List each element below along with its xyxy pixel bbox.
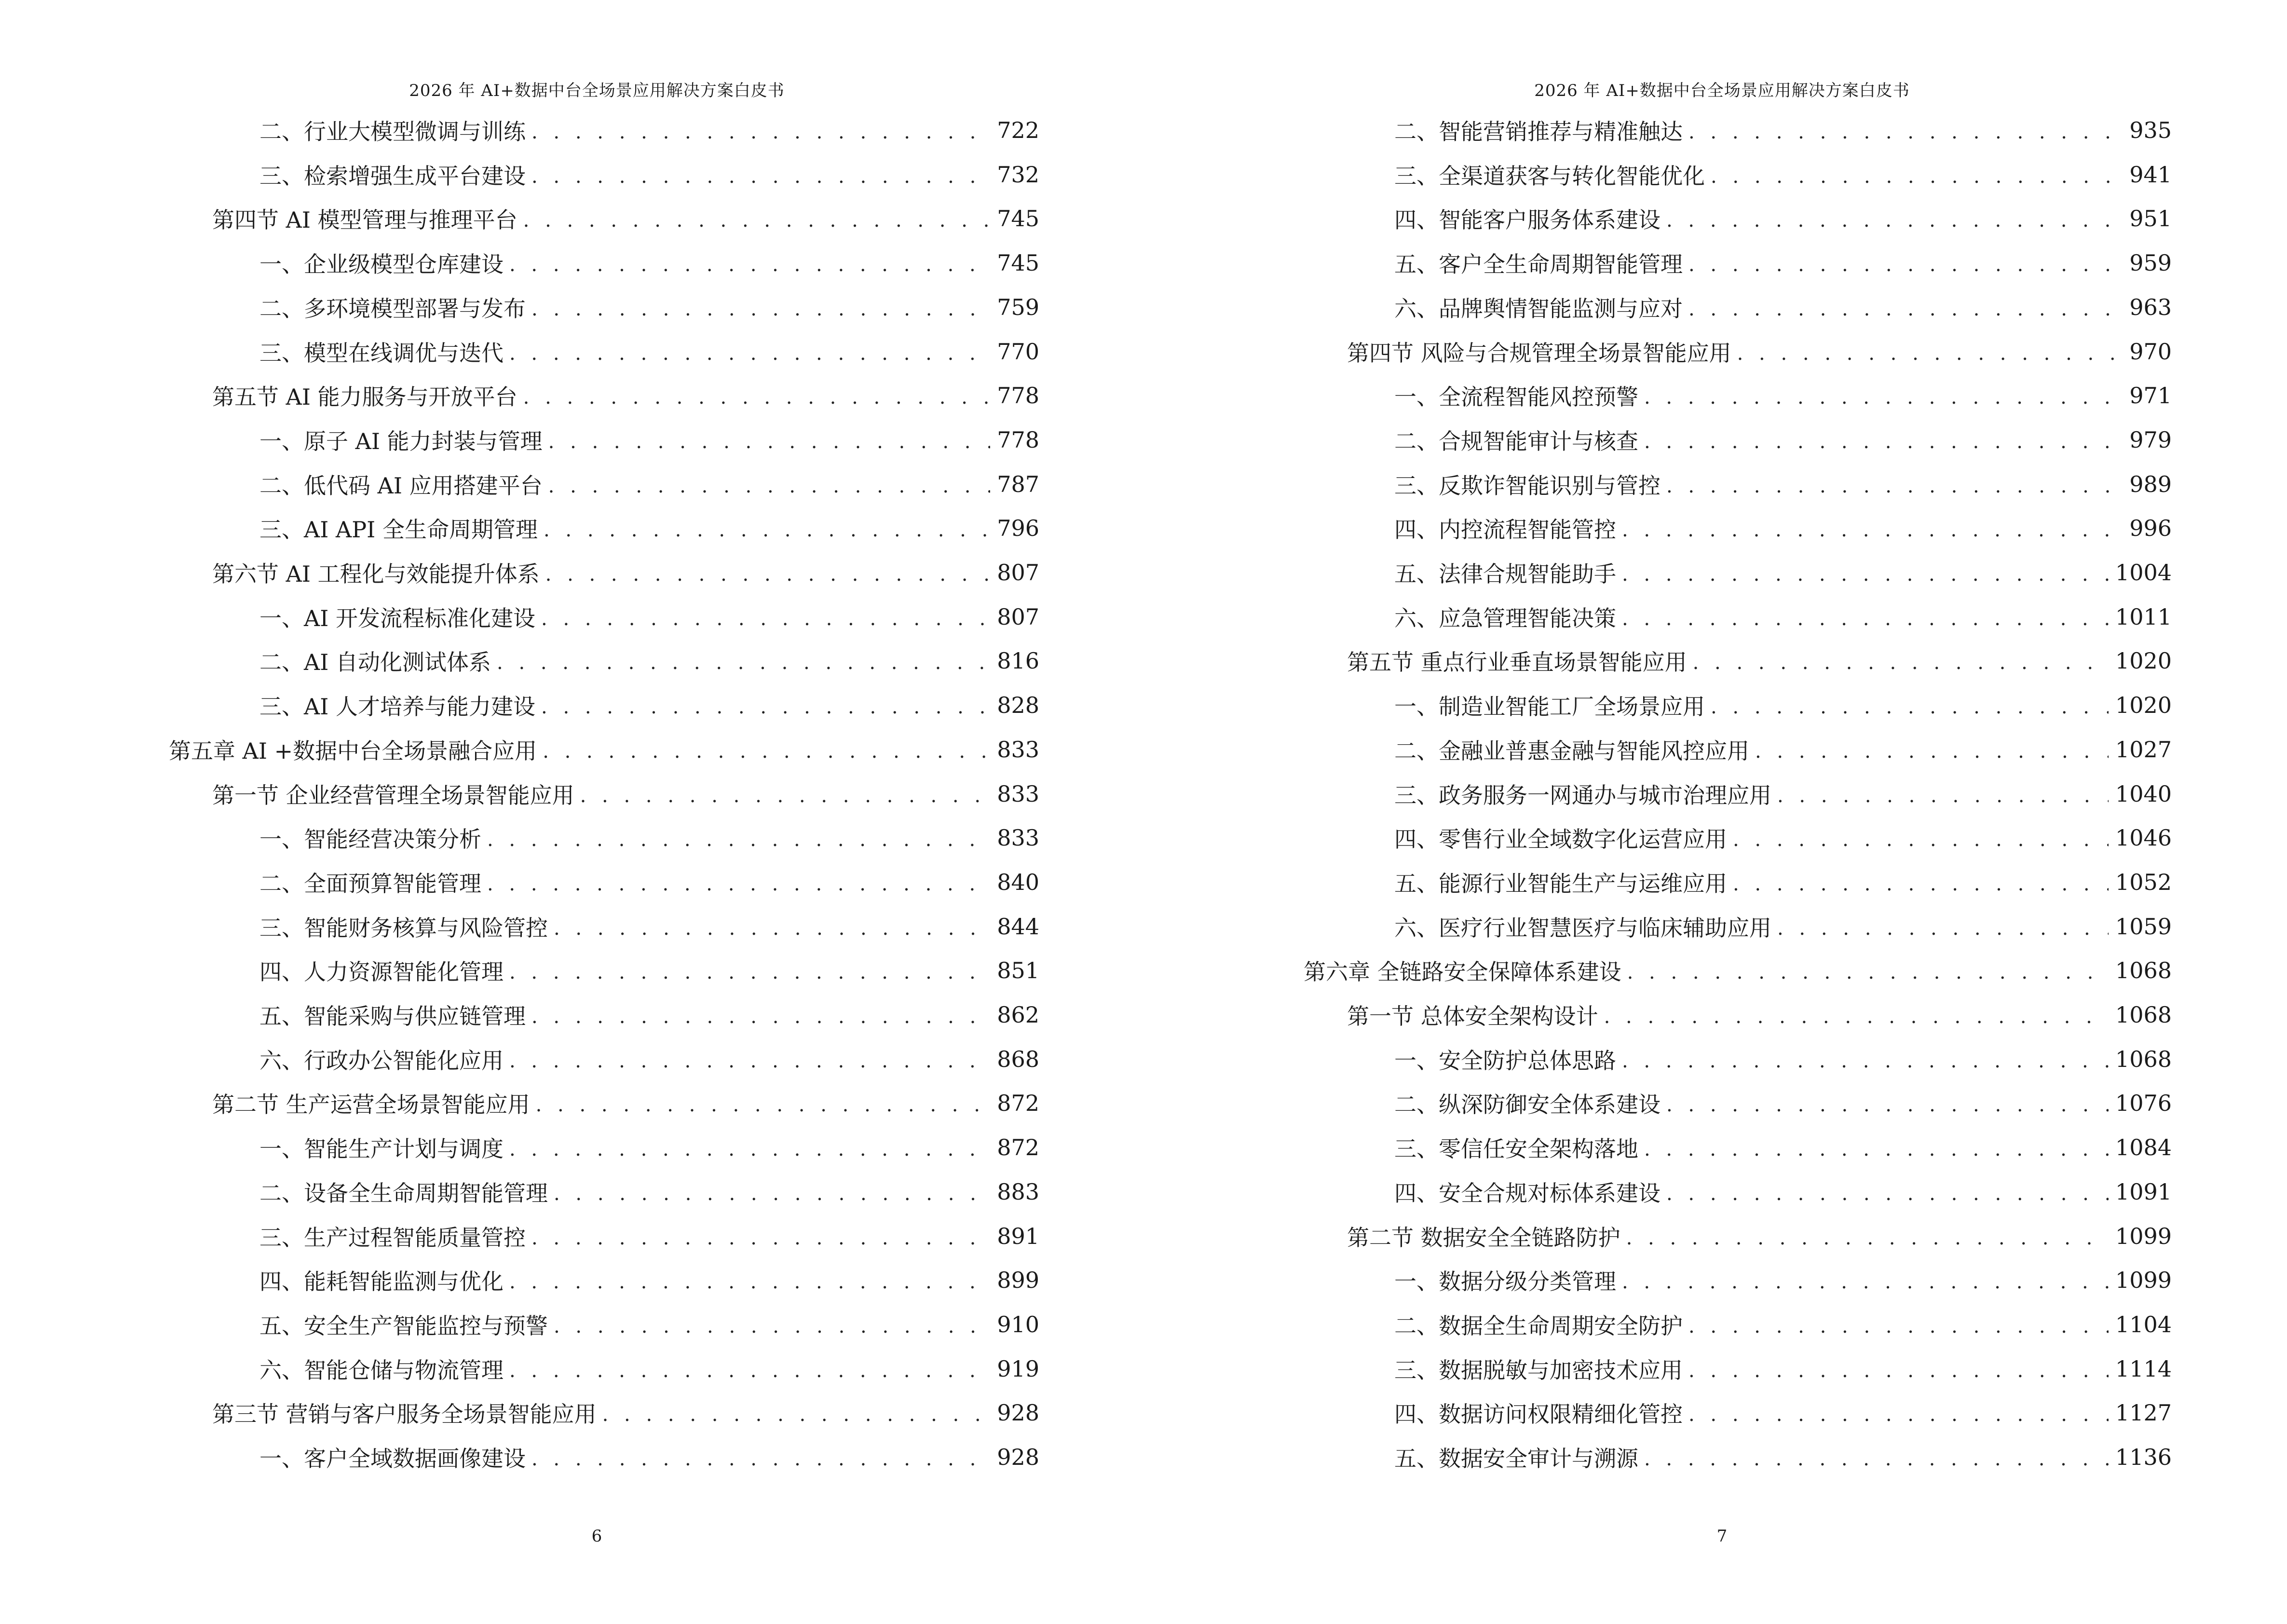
dot-leader (543, 742, 990, 761)
toc-entry-page-number: 807 (997, 560, 1039, 586)
dot-leader (1688, 123, 2123, 142)
toc-entry-title: 第一节 总体安全架构设计 (1347, 1003, 1598, 1029)
toc-entry-item (259, 1130, 1039, 1165)
dot-leader (1688, 1405, 2109, 1424)
toc-entry-page-number: 851 (997, 957, 1039, 984)
toc-entry-title: 一、制造业智能工厂全场景应用 (1394, 694, 1705, 720)
toc-entry-page-number: 910 (997, 1311, 1039, 1337)
toc-entry-chapter (1304, 953, 2172, 988)
toc-entry-section (212, 1395, 1039, 1430)
toc-entry-title: 三、模型在线调优与迭代 (259, 340, 504, 366)
toc-entry-page-number: 1020 (2115, 648, 2172, 674)
dot-leader (1622, 1272, 2109, 1292)
toc-entry-page-number: 872 (997, 1090, 1039, 1117)
toc-entry-title: 五、客户全生命周期智能管理 (1394, 251, 1683, 278)
toc-entry-title: 五、安全生产智能监控与预警 (259, 1312, 548, 1339)
toc-entry-section (212, 555, 1039, 590)
dot-leader (1666, 477, 2123, 496)
toc-entry-item (1394, 467, 2172, 502)
toc-entry-item (1394, 600, 2172, 634)
dot-leader (509, 1361, 990, 1380)
toc-entry-title: 六、行政办公智能化应用 (259, 1047, 504, 1074)
running-header: 2026 年 AI+数据中台全场景应用解决方案白皮书 (1534, 81, 1910, 100)
dot-leader (1627, 963, 2109, 982)
dot-leader (580, 786, 991, 805)
toc-entry-page-number: 1046 (2115, 825, 2172, 851)
toc-entry-item (259, 1307, 1039, 1342)
toc-entry-section (212, 777, 1039, 811)
toc-entry-page-number: 833 (997, 825, 1039, 851)
toc-entry-title: 一、智能生产计划与调度 (259, 1136, 504, 1162)
dot-leader (1737, 344, 2123, 363)
toc-entry-title: 第六章 全链路安全保障体系建设 (1304, 959, 1621, 985)
dot-leader (1622, 1051, 2109, 1071)
toc-entry-item (1394, 1440, 2172, 1474)
toc-entry-title: 第一节 企业经营管理全场景智能应用 (212, 782, 574, 808)
dot-leader (497, 653, 990, 672)
toc-entry-title: 二、行业大模型微调与训练 (259, 119, 526, 145)
toc-entry-item (1394, 1263, 2172, 1297)
toc-entry-title: 三、全渠道获客与转化智能优化 (1394, 163, 1705, 189)
toc-entry-section (1347, 1219, 2172, 1254)
toc-entry-item (1394, 1307, 2172, 1342)
dot-leader (1777, 919, 2109, 938)
dot-leader (487, 874, 990, 894)
toc-entry-page-number: 941 (2129, 161, 2172, 188)
toc-entry-item (1394, 1395, 2172, 1430)
toc-entry-page-number: 868 (997, 1046, 1039, 1072)
toc-entry-page-number: 796 (997, 515, 1039, 542)
dot-leader (1666, 211, 2123, 230)
toc-entry-page-number: 787 (997, 471, 1039, 497)
dot-leader (531, 1007, 990, 1026)
toc-entry-title: 二、多环境模型部署与发布 (259, 295, 526, 322)
toc-entry-page-number: 891 (997, 1223, 1039, 1249)
dot-leader (531, 167, 990, 186)
toc-entry-title: 四、数据访问权限精细化管控 (1394, 1401, 1683, 1428)
toc-entry-page-number: 840 (997, 869, 1039, 895)
toc-entry-item (1394, 1042, 2172, 1077)
toc-entry-item (1394, 201, 2172, 236)
toc-entry-section (212, 201, 1039, 236)
right-page (1144, 0, 2287, 1624)
dot-leader (509, 255, 990, 274)
toc-entry-title: 四、人力资源智能化管理 (259, 959, 504, 985)
toc-entry-title: 五、法律合规智能助手 (1394, 561, 1616, 587)
toc-entry-item (259, 511, 1039, 546)
toc-entry-item (259, 643, 1039, 678)
toc-entry-page-number: 778 (997, 382, 1039, 409)
toc-entry-page-number: 1059 (2115, 913, 2172, 940)
toc-entry-item (1394, 688, 2172, 723)
toc-entry-page-number: 971 (2129, 382, 2172, 409)
dot-leader (1644, 388, 2123, 407)
dot-leader (531, 123, 990, 142)
toc-entry-item (1394, 1351, 2172, 1386)
toc-entry-page-number: 1052 (2115, 869, 2172, 895)
toc-entry-page-number: 759 (997, 294, 1039, 320)
toc-entry-item (259, 157, 1039, 192)
toc-entry-section (212, 378, 1039, 413)
toc-entry-item (1394, 1086, 2172, 1120)
dot-leader (523, 211, 991, 230)
toc-entry-section (1347, 334, 2172, 369)
toc-entry-item (259, 467, 1039, 502)
dot-leader (602, 1405, 991, 1424)
toc-entry-title: 六、品牌舆情智能监测与应对 (1394, 295, 1683, 322)
toc-entry-item (259, 334, 1039, 369)
toc-entry-page-number: 928 (997, 1444, 1039, 1470)
toc-entry-page-number: 828 (997, 692, 1039, 719)
toc-entry-title: 二、全面预算智能管理 (259, 870, 481, 897)
toc-entry-title: 第四节 风险与合规管理全场景智能应用 (1347, 340, 1731, 366)
toc-entry-item (1394, 555, 2172, 590)
toc-entry-item (1394, 732, 2172, 767)
toc-entry-page-number: 951 (2129, 205, 2172, 232)
toc-entry-page-number: 1099 (2115, 1223, 2172, 1249)
toc-entry-item (259, 1263, 1039, 1297)
dot-leader (1622, 520, 2123, 540)
toc-entry-page-number: 1020 (2115, 692, 2172, 719)
toc-entry-item (259, 600, 1039, 634)
dot-leader (1666, 1095, 2109, 1115)
toc-entry-page-number: 1104 (2115, 1311, 2172, 1337)
toc-entry-item (1394, 865, 2172, 900)
toc-entry-item (1394, 511, 2172, 546)
dot-leader (544, 520, 990, 540)
toc-entry-page-number: 833 (997, 780, 1039, 807)
dot-leader (545, 565, 991, 584)
dot-leader (1644, 432, 2123, 451)
toc-entry-item (1394, 246, 2172, 280)
toc-entry-title: 第三节 营销与客户服务全场景智能应用 (212, 1401, 597, 1428)
toc-entry-page-number: 807 (997, 603, 1039, 630)
toc-entry-page-number: 919 (997, 1355, 1039, 1382)
toc-entry-title: 第四节 AI 模型管理与推理平台 (212, 207, 517, 233)
toc-entry-title: 二、低代码 AI 应用搭建平台 (259, 472, 543, 499)
toc-entry-title: 三、AI API 全生命周期管理 (259, 517, 538, 543)
toc-entry-page-number: 935 (2129, 117, 2172, 143)
toc-entry-title: 三、反欺诈智能识别与管控 (1394, 472, 1661, 499)
dot-leader (1711, 167, 2123, 186)
dot-leader (1755, 742, 2109, 761)
dot-leader (1622, 609, 2109, 628)
toc-entry-item (259, 290, 1039, 325)
toc-entry-item (259, 1351, 1039, 1386)
toc-entry-item (1394, 378, 2172, 413)
toc-entry-title: 第五节 AI 能力服务与开放平台 (212, 384, 517, 410)
dot-leader (1733, 830, 2109, 849)
toc-entry-title: 一、客户全域数据画像建设 (259, 1446, 526, 1472)
toc-entry-page-number: 1084 (2115, 1134, 2172, 1161)
toc-entry-title: 五、智能采购与供应链管理 (259, 1003, 526, 1029)
dot-leader (1644, 1449, 2109, 1469)
toc-entry-title: 二、数据全生命周期安全防护 (1394, 1312, 1683, 1339)
toc-entry-title: 二、纵深防御安全体系建设 (1394, 1092, 1661, 1118)
toc-entry-item (1394, 290, 2172, 325)
page-number: 6 (591, 1527, 602, 1546)
toc-entry-title: 三、政务服务一网通办与城市治理应用 (1394, 782, 1771, 808)
toc-entry-title: 四、安全合规对标体系建设 (1394, 1180, 1661, 1206)
toc-entry-item (259, 865, 1039, 900)
dot-leader (541, 697, 990, 717)
toc-entry-page-number: 862 (997, 1002, 1039, 1028)
toc-entry-title: 四、能耗智能监测与优化 (259, 1269, 504, 1295)
dot-leader (1688, 300, 2123, 319)
toc-entry-title: 三、AI 人才培养与能力建设 (259, 694, 536, 720)
toc-entry-title: 三、零信任安全架构落地 (1394, 1136, 1638, 1162)
toc-entry-page-number: 745 (997, 205, 1039, 232)
toc-entry-page-number: 1068 (2115, 1002, 2172, 1028)
toc-entry-item (259, 688, 1039, 723)
toc-entry-title: 一、AI 开发流程标准化建设 (259, 605, 536, 631)
toc-entry-title: 第二节 数据安全全链路防护 (1347, 1224, 1620, 1251)
running-header: 2026 年 AI+数据中台全场景应用解决方案白皮书 (409, 81, 785, 100)
toc-entry-item (259, 1219, 1039, 1254)
toc-entry-page-number: 778 (997, 426, 1039, 453)
toc-entry-item (1394, 909, 2172, 944)
toc-entry-title: 二、智能营销推荐与精准触达 (1394, 119, 1683, 145)
toc-entry-page-number: 1068 (2115, 1046, 2172, 1072)
toc-entry-title: 二、设备全生命周期智能管理 (259, 1180, 548, 1206)
toc-entry-page-number: 1099 (2115, 1267, 2172, 1294)
toc-entry-item (259, 820, 1039, 855)
dot-leader (554, 1184, 990, 1203)
toc-entry-page-number: 1091 (2115, 1178, 2172, 1205)
toc-entry-page-number: 979 (2129, 426, 2172, 453)
toc-entry-title: 六、医疗行业智慧医疗与临床辅助应用 (1394, 914, 1771, 941)
dot-leader (554, 1317, 990, 1336)
toc-entry-page-number: 959 (2129, 250, 2172, 276)
toc-entry-title: 二、AI 自动化测试体系 (259, 649, 491, 676)
dot-leader (531, 1449, 990, 1469)
dot-leader (487, 830, 990, 849)
toc-entry-page-number: 844 (997, 913, 1039, 940)
toc-entry-page-number: 732 (997, 161, 1039, 188)
toc-entry-page-number: 1114 (2115, 1355, 2172, 1382)
dot-leader (1688, 255, 2123, 274)
dot-leader (554, 919, 990, 938)
dot-leader (531, 300, 990, 319)
toc-entry-item (259, 246, 1039, 280)
dot-leader (509, 963, 990, 982)
toc-entry-page-number: 989 (2129, 471, 2172, 497)
page-number: 7 (1716, 1527, 1728, 1546)
dot-leader (1693, 653, 2109, 672)
toc-entry-item (259, 1174, 1039, 1209)
dot-leader (1622, 565, 2109, 584)
toc-entry-page-number: 770 (997, 338, 1039, 365)
dot-leader (1711, 697, 2109, 717)
toc-entry-title: 六、智能仓储与物流管理 (259, 1357, 504, 1383)
toc-entry-item (1394, 113, 2172, 148)
dot-leader (541, 609, 990, 628)
toc-entry-page-number: 816 (997, 648, 1039, 674)
dot-leader (548, 477, 991, 496)
toc-entry-page-number: 833 (997, 736, 1039, 763)
toc-entry-item (259, 113, 1039, 148)
toc-entry-item (1394, 820, 2172, 855)
toc-entry-page-number: 1027 (2115, 736, 2172, 763)
toc-entry-title: 三、智能财务核算与风险管控 (259, 914, 548, 941)
toc-entry-item (259, 1042, 1039, 1077)
toc-entry-item (259, 423, 1039, 457)
toc-entry-title: 三、检索增强生成平台建设 (259, 163, 526, 189)
toc-entry-title: 六、应急管理智能决策 (1394, 605, 1616, 631)
dot-leader (1666, 1184, 2109, 1203)
toc-entry-page-number: 1011 (2115, 603, 2172, 630)
toc-entry-title: 第二节 生产运营全场景智能应用 (212, 1092, 530, 1118)
toc-entry-title: 一、全流程智能风控预警 (1394, 384, 1638, 410)
toc-entry-title: 一、原子 AI 能力封装与管理 (259, 428, 543, 454)
toc-entry-page-number: 1136 (2115, 1444, 2172, 1470)
toc-entry-item (1394, 1174, 2172, 1209)
toc-entry-chapter (169, 732, 1039, 767)
toc-entry-title: 三、数据脱敏与加密技术应用 (1394, 1357, 1683, 1383)
toc-entry-title: 第六节 AI 工程化与效能提升体系 (212, 561, 540, 587)
dot-leader (531, 1228, 990, 1248)
dot-leader (1733, 874, 2109, 894)
toc-entry-page-number: 1040 (2115, 780, 2172, 807)
dot-leader (509, 1272, 990, 1292)
dot-leader (1777, 786, 2109, 805)
toc-entry-title: 五、数据安全审计与溯源 (1394, 1446, 1638, 1472)
toc-entry-page-number: 996 (2129, 515, 2172, 542)
toc-entry-title: 二、金融业普惠金融与智能风控应用 (1394, 737, 1749, 764)
toc-entry-title: 四、智能客户服务体系建设 (1394, 207, 1661, 233)
toc-entry-title: 一、数据分级分类管理 (1394, 1269, 1616, 1295)
dot-leader (509, 1140, 990, 1159)
dot-leader (1626, 1228, 2109, 1248)
toc-entry-title: 二、合规智能审计与核查 (1394, 428, 1638, 454)
toc-entry-page-number: 1127 (2115, 1400, 2172, 1426)
toc-entry-page-number: 1068 (2115, 957, 2172, 984)
dot-leader (1644, 1140, 2109, 1159)
toc-entry-page-number: 745 (997, 250, 1039, 276)
toc-entry-item (259, 1440, 1039, 1474)
toc-entry-title: 一、企业级模型仓库建设 (259, 251, 504, 278)
toc-entry-item (1394, 157, 2172, 192)
toc-entry-title: 三、生产过程智能质量管控 (259, 1224, 526, 1251)
toc-entry-page-number: 963 (2129, 294, 2172, 320)
toc-entry-title: 五、能源行业智能生产与运维应用 (1394, 870, 1727, 897)
dot-leader (509, 344, 990, 363)
toc-entry-section (1347, 643, 2172, 678)
toc-entry-title: 一、智能经营决策分析 (259, 826, 481, 853)
toc-entry-section (1347, 997, 2172, 1032)
toc-entry-page-number: 1076 (2115, 1090, 2172, 1117)
toc-entry-page-number: 883 (997, 1178, 1039, 1205)
toc-entry-page-number: 970 (2129, 338, 2172, 365)
toc-entry-item (1394, 777, 2172, 811)
toc-entry-item (259, 909, 1039, 944)
toc-entry-page-number: 872 (997, 1134, 1039, 1161)
toc-entry-page-number: 1004 (2115, 560, 2172, 586)
dot-leader (1604, 1007, 2109, 1026)
toc-entry-title: 四、内控流程智能管控 (1394, 517, 1616, 543)
dot-leader (523, 388, 991, 407)
toc-entry-item (259, 997, 1039, 1032)
toc-entry-item (1394, 1130, 2172, 1165)
dot-leader (548, 432, 991, 451)
toc-entry-item (1394, 423, 2172, 457)
toc-entry-section (212, 1086, 1039, 1120)
toc-entry-title: 一、安全防护总体思路 (1394, 1047, 1616, 1074)
toc-entry-title: 第五章 AI +数据中台全场景融合应用 (169, 737, 537, 764)
toc-entry-title: 四、零售行业全域数字化运营应用 (1394, 826, 1727, 853)
dot-leader (1688, 1317, 2109, 1336)
dot-leader (1688, 1361, 2109, 1380)
dot-leader (536, 1095, 991, 1115)
toc-entry-page-number: 928 (997, 1400, 1039, 1426)
toc-entry-page-number: 899 (997, 1267, 1039, 1294)
toc-entry-title: 第五节 重点行业垂直场景智能应用 (1347, 649, 1687, 676)
toc-entry-page-number: 722 (997, 117, 1039, 143)
toc-entry-item (259, 953, 1039, 988)
dot-leader (509, 1051, 990, 1071)
